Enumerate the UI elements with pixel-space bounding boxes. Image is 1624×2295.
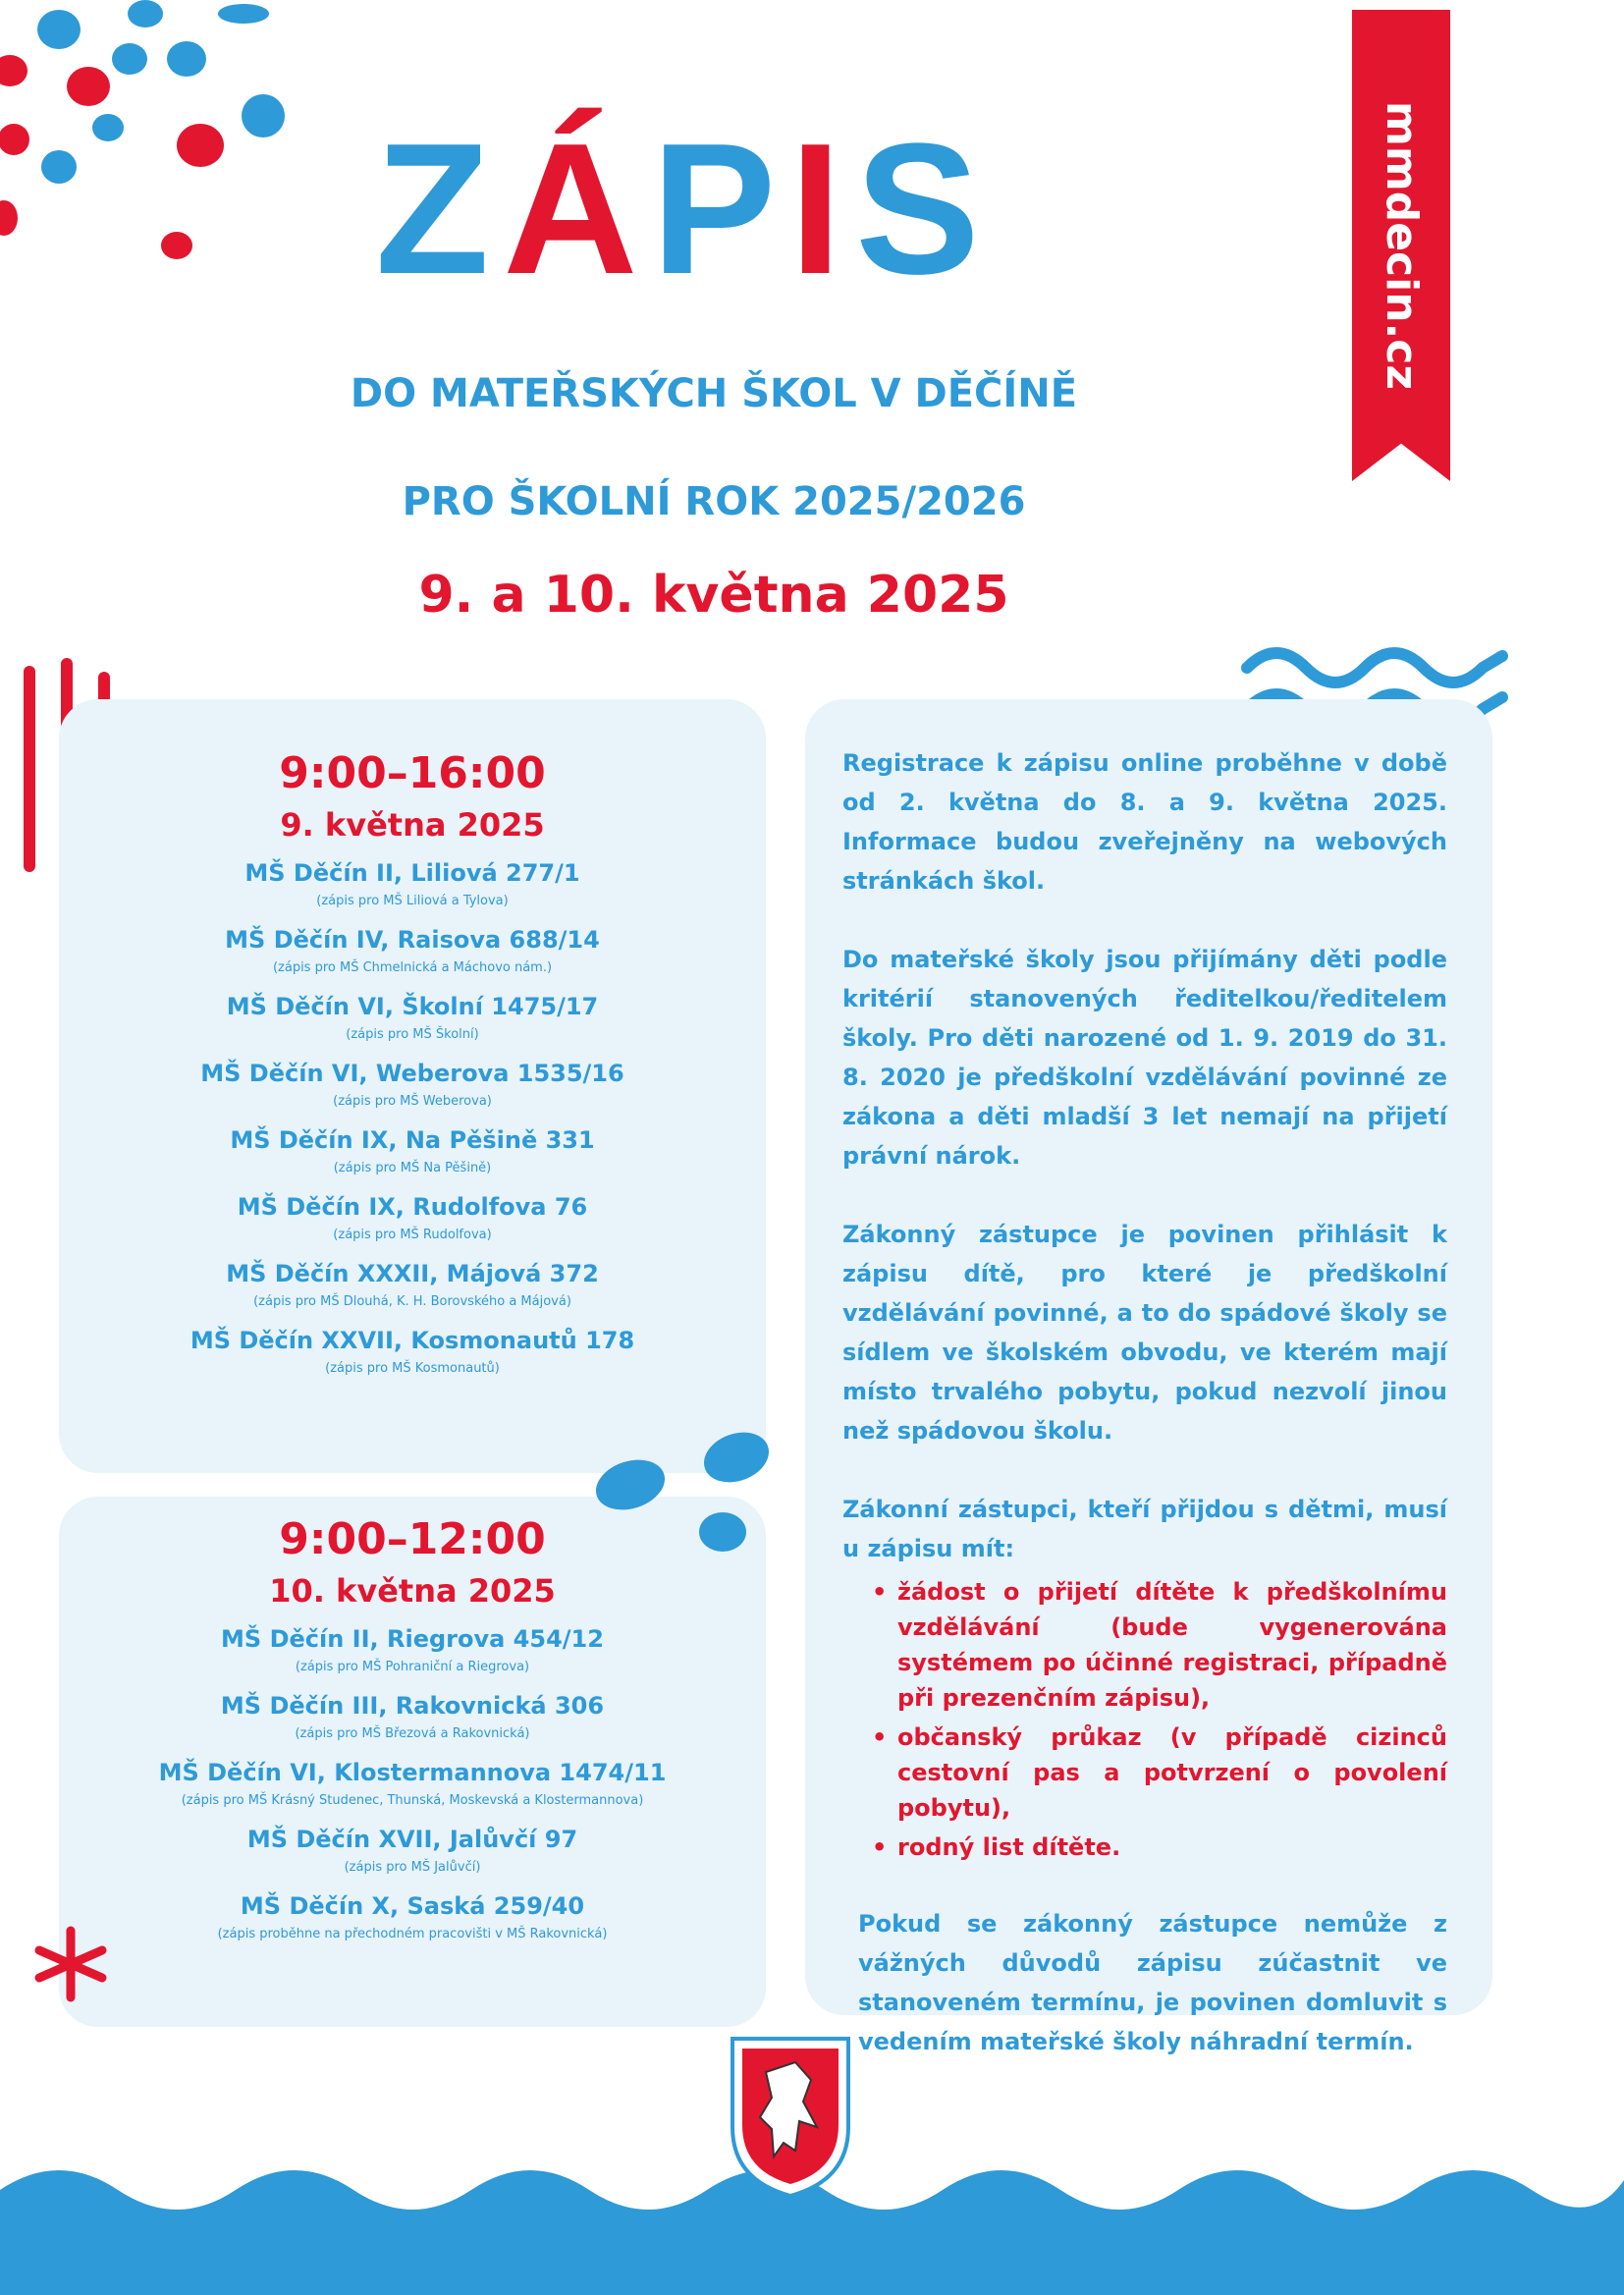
requirements-list [872,1574,1447,1865]
school-name: MŠ Děčín IV, Raisova 688/14 [225,926,600,954]
school-note: (zápis pro MŠ Na Pěšině) [333,1161,492,1175]
school-note: (zápis pro MŠ Krásný Studenec, Thunská, Moskevská a Klostermannova) [181,1793,644,1808]
subtitle-dates: 9. a 10. května 2025 [418,566,1009,625]
list-item: • rodný list dítěte. [872,1830,1447,1865]
school-note: (zápis pro MŠ Weberova) [333,1094,492,1109]
school-name: MŠ Děčín XVII, Jalůvčí 97 [246,1826,578,1853]
school-name: MŠ Děčín III, Rakovnická 306 [220,1692,605,1720]
school-name: MŠ Děčín XXVII, Kosmonautů 178 [189,1327,635,1354]
school-note: (zápis proběhne na přechodném pracovišti v MŠ Rakovnická) [217,1927,608,1941]
info-paragraph: Zákonní zástupci, kteří přijdou s dětmi, musí u zápisu mít: [842,1496,1447,1562]
school-name: MŠ Děčín XXXII, Májová 372 [226,1260,599,1287]
school-note: (zápis pro MŠ Březová a Rakovnická) [295,1726,530,1741]
school-name: MŠ Děčín II, Riegrova 454/12 [221,1625,604,1653]
info-paragraph: Zákonný zástupce je povinen přihlásit k zápisu dítě, pro které je předškolní vzdělávání povinné, a to do spádové školy se sídlem ve školském obvodu, ve kterém mají místo trvalého pobytu, pokud nezvolí jinou než spádovou školu. [842,1221,1447,1445]
day2-time: 9:00–12:00 [279,1514,546,1564]
bullet: • [872,1723,888,1751]
bullet: • [872,1833,888,1861]
list-item: • občanský průkaz (v případě cizinců cestovní pas a potvrzení o povolení pobytu), [872,1720,1447,1826]
school-name: MŠ Děčín VI, Klostermannova 1474/11 [158,1759,667,1786]
dot-red [0,55,27,86]
day2-date: 10. května 2025 [269,1572,556,1610]
dot-blue [112,43,147,75]
school-note: (zápis pro MŠ Chmelnická a Máchovo nám.) [272,960,553,975]
school-name: MŠ Děčín II, Liliová 277/1 [244,859,580,887]
subtitle-schools: DO MATEŘSKÝCH ŠKOL V DĚČÍNĚ [350,371,1078,416]
star-icon [31,1925,110,2003]
school-name: MŠ Děčín VI, Weberova 1535/16 [200,1060,624,1087]
dot-blue [218,4,269,24]
school-name: MŠ Děčín X, Saská 259/40 [240,1892,585,1920]
subtitle-year: PRO ŠKOLNÍ ROK 2025/2026 [402,479,1026,524]
dot-blue [167,41,206,77]
school-note: (zápis pro MŠ Pohraniční a Riegrova) [295,1660,530,1674]
title-letter: Á [503,105,652,313]
info-paragraph: Registrace k zápisu online proběhne v době od 2. května do 8. a 9. května 2025. Informace budou zveřejněny na webových stránkách škol. [842,749,1447,895]
school-name: MŠ Děčín IX, Rudolfova 76 [237,1193,588,1221]
school-note: (zápis pro MŠ Jalůvčí) [344,1860,481,1875]
dot-blue [37,10,81,49]
school-note: (zápis pro MŠ Rudolfova) [333,1228,492,1242]
title-letter: S [855,105,994,313]
info-paragraph: Pokud se zákonný zástupce nemůže z vážných důvodů zápisu zúčastnit ve stanoveném termínu, je povinen domluvit s vedením mateřské školy náhradní termín. [858,1910,1447,2055]
dot-blue [128,0,163,27]
info-paragraph: Do mateřské školy jsou přijímány děti podle kritérií stanovených ředitelkou/ředitelem školy. Pro děti narozené od 1. 9. 2019 do 31. 8. 2020 je předškolní vzdělávání povinné ze zákona a děti mladší 3 let nemají na přijetí právní nárok. [842,946,1447,1170]
list-item: • žádost o přijetí dítěte k předškolnímu vzdělávání (bude vygenerována systémem po účinné registraci, případně při prezenčním zápisu), [872,1574,1447,1716]
school-name: MŠ Děčín IX, Na Pěšině 331 [230,1126,595,1154]
school-note: (zápis pro MŠ Školní) [346,1027,479,1042]
school-note: (zápis pro MŠ Dlouhá, K. H. Borovského a Májová) [253,1294,571,1309]
dot-red [67,67,110,106]
school-note: (zápis pro MŠ Kosmonautů) [325,1361,500,1376]
schedule-day1 [59,746,766,1391]
school-name: MŠ Děčín VI, Školní 1475/17 [226,993,599,1020]
title-letter: Z [375,105,504,313]
website-label: mmdecin.cz [1377,101,1427,390]
decorative-drops [589,1414,785,1591]
bullet: • [872,1578,888,1606]
school-note: (zápis pro MŠ Liliová a Tylova) [316,894,509,908]
info-text [842,743,1447,2101]
page-title [0,105,1496,313]
day1-time: 9:00–16:00 [279,748,546,798]
day1-date: 9. května 2025 [280,806,545,844]
title-letter: I [789,105,856,313]
coat-of-arms-icon [727,2033,854,2200]
title-letter: P [651,105,790,313]
